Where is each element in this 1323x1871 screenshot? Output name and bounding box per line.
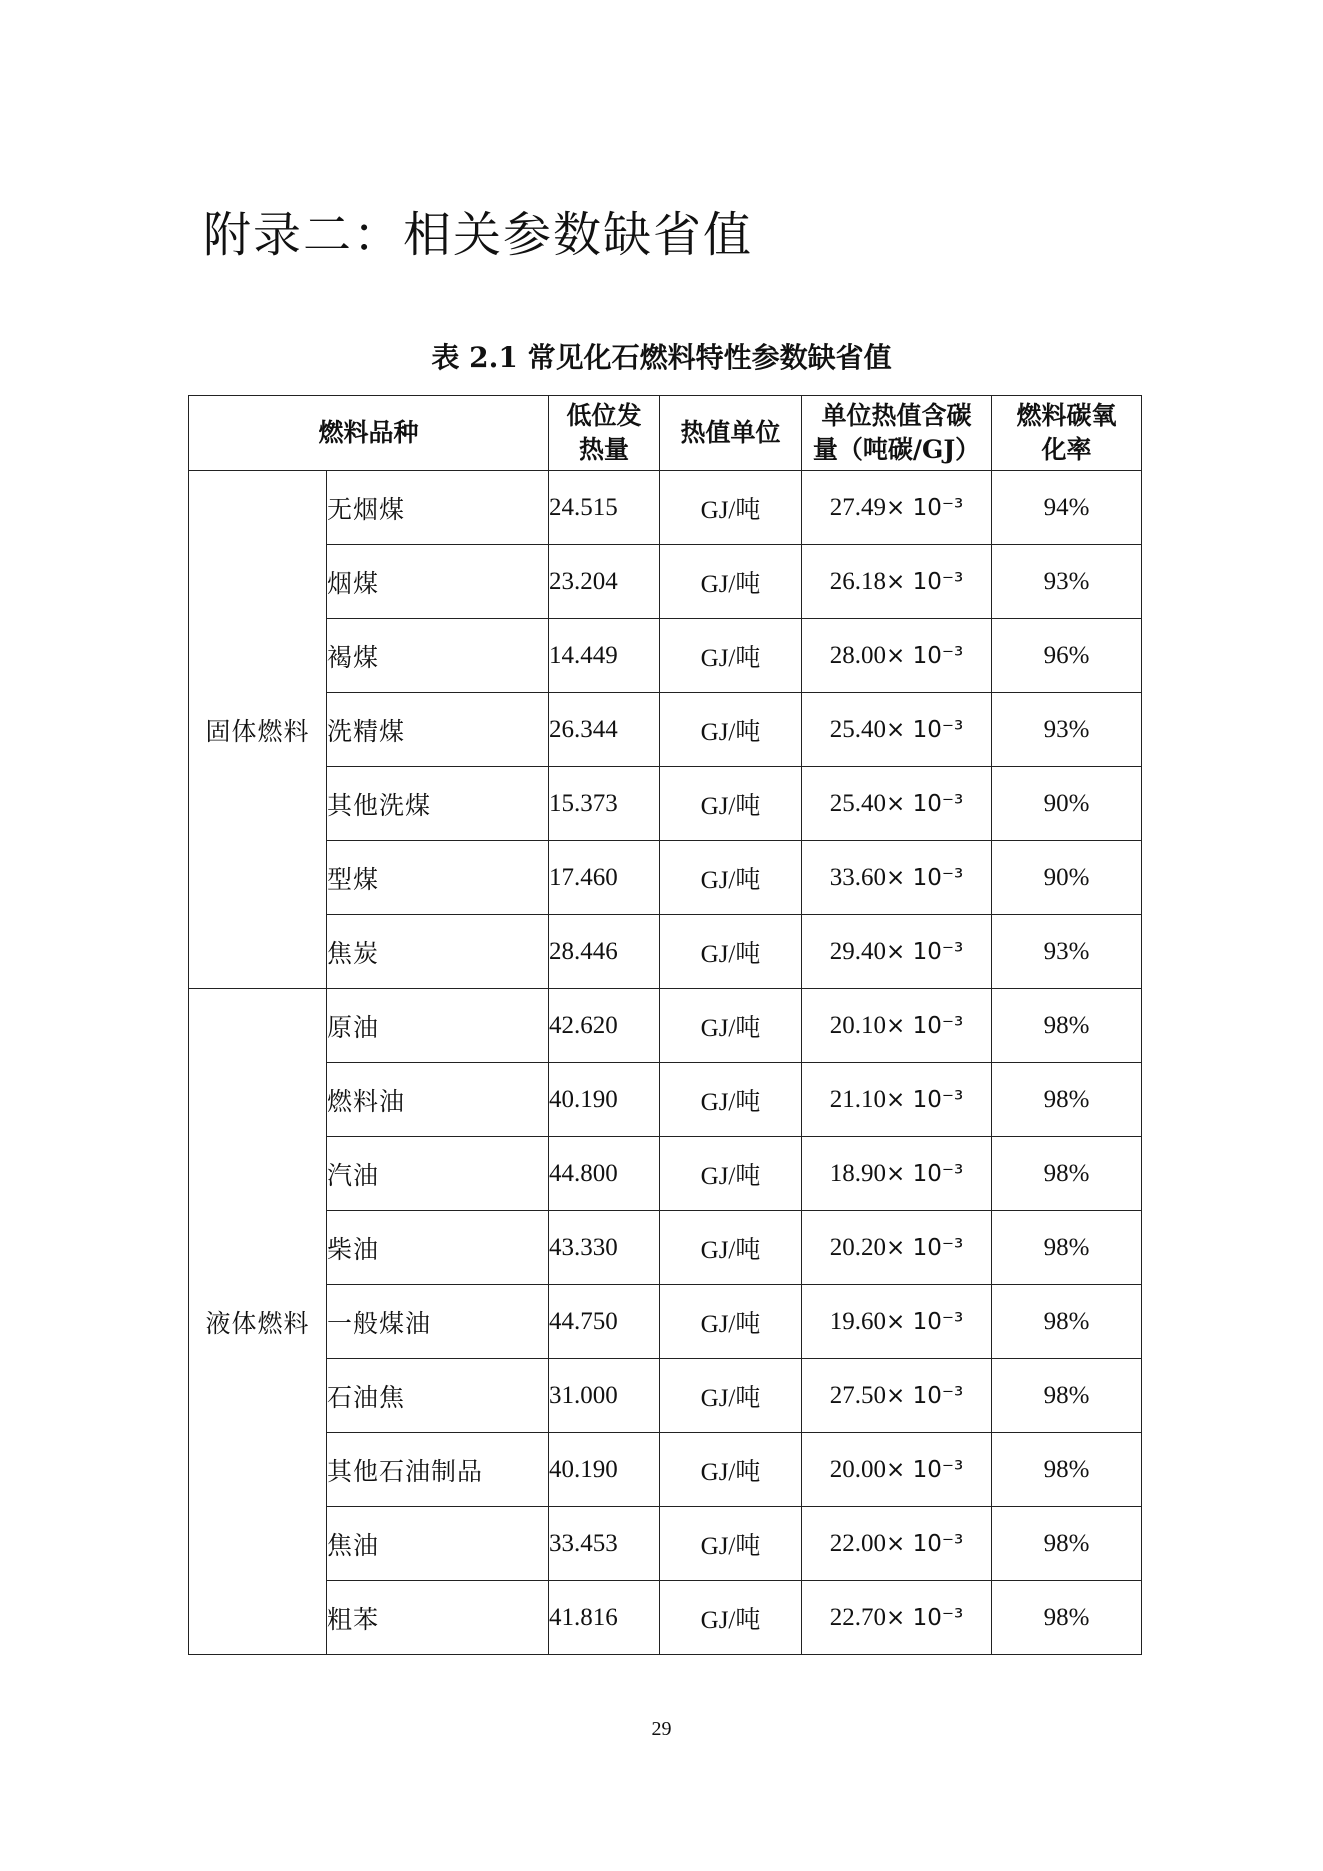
carbon-content-cell bbox=[802, 1211, 992, 1285]
low-heat-value-cell: 40.190 bbox=[549, 1063, 660, 1137]
fuel-name-cell: 其他石油制品 bbox=[327, 1433, 549, 1507]
heat-unit-cell: GJ/吨 bbox=[660, 1211, 802, 1285]
carbon-content-value: 20.10 bbox=[829, 1011, 887, 1039]
table-body bbox=[189, 471, 1142, 1655]
header-heat-unit: 热值单位 bbox=[660, 396, 802, 471]
low-heat-value-cell: 26.344 bbox=[549, 693, 660, 767]
oxidation-rate-cell: 98% bbox=[992, 1359, 1142, 1433]
table-row bbox=[189, 767, 1142, 841]
fuel-category-cell: 液体燃料 bbox=[189, 989, 327, 1655]
carbon-content-exponent: × 10⁻³ bbox=[886, 1382, 964, 1409]
carbon-content-exponent: × 10⁻³ bbox=[886, 1012, 964, 1039]
oxidation-rate-cell: 98% bbox=[992, 1137, 1142, 1211]
table-row bbox=[189, 1507, 1142, 1581]
carbon-content-cell bbox=[802, 545, 992, 619]
low-heat-value-cell: 33.453 bbox=[549, 1507, 660, 1581]
carbon-content-exponent: × 10⁻³ bbox=[886, 1456, 964, 1483]
page-title: 附录二：相关参数缺省值 bbox=[203, 207, 754, 263]
fuel-name-cell: 燃料油 bbox=[327, 1063, 549, 1137]
fuel-category-cell: 固体燃料 bbox=[189, 471, 327, 989]
carbon-content-cell bbox=[802, 471, 992, 545]
oxidation-rate-cell: 93% bbox=[992, 545, 1142, 619]
fuel-name-cell: 柴油 bbox=[327, 1211, 549, 1285]
carbon-content-value: 25.40 bbox=[829, 789, 887, 817]
table-row bbox=[189, 619, 1142, 693]
carbon-content-cell bbox=[802, 693, 992, 767]
fuel-name-cell: 烟煤 bbox=[327, 545, 549, 619]
header-carbon-line2: 量（吨碳/GJ） bbox=[812, 435, 981, 464]
low-heat-value-cell: 24.515 bbox=[549, 471, 660, 545]
heat-unit-cell: GJ/吨 bbox=[660, 1063, 802, 1137]
fuel-name-cell: 焦炭 bbox=[327, 915, 549, 989]
header-carbon-content bbox=[802, 396, 992, 471]
heat-unit-cell: GJ/吨 bbox=[660, 693, 802, 767]
carbon-content-exponent: × 10⁻³ bbox=[886, 790, 964, 817]
carbon-content-cell bbox=[802, 1507, 992, 1581]
oxidation-rate-cell: 98% bbox=[992, 1285, 1142, 1359]
table-row bbox=[189, 693, 1142, 767]
fuel-name-cell: 无烟煤 bbox=[327, 471, 549, 545]
carbon-content-value: 18.90 bbox=[829, 1159, 887, 1187]
carbon-content-exponent: × 10⁻³ bbox=[886, 716, 964, 743]
carbon-content-cell bbox=[802, 767, 992, 841]
heat-unit-cell: GJ/吨 bbox=[660, 471, 802, 545]
header-low-heat-line1: 低位发 bbox=[566, 401, 642, 430]
oxidation-rate-cell: 90% bbox=[992, 841, 1142, 915]
carbon-content-cell bbox=[802, 989, 992, 1063]
carbon-content-cell bbox=[802, 1433, 992, 1507]
table-row bbox=[189, 1137, 1142, 1211]
oxidation-rate-cell: 90% bbox=[992, 767, 1142, 841]
low-heat-value-cell: 44.800 bbox=[549, 1137, 660, 1211]
carbon-content-exponent: × 10⁻³ bbox=[886, 568, 964, 595]
carbon-content-value: 22.00 bbox=[829, 1529, 887, 1557]
carbon-content-exponent: × 10⁻³ bbox=[886, 864, 964, 891]
heat-unit-cell: GJ/吨 bbox=[660, 1137, 802, 1211]
carbon-content-value: 28.00 bbox=[829, 641, 887, 669]
header-row bbox=[189, 396, 1142, 471]
carbon-content-value: 22.70 bbox=[829, 1603, 887, 1631]
low-heat-value-cell: 44.750 bbox=[549, 1285, 660, 1359]
table-row bbox=[189, 989, 1142, 1063]
low-heat-value-cell: 31.000 bbox=[549, 1359, 660, 1433]
carbon-content-exponent: × 10⁻³ bbox=[886, 1234, 964, 1261]
carbon-content-cell bbox=[802, 841, 992, 915]
carbon-content-cell bbox=[802, 915, 992, 989]
fuel-name-cell: 褐煤 bbox=[327, 619, 549, 693]
carbon-content-cell bbox=[802, 1063, 992, 1137]
table-header bbox=[189, 396, 1142, 471]
header-fuel-type: 燃料品种 bbox=[189, 396, 549, 471]
carbon-content-value: 25.40 bbox=[829, 715, 887, 743]
carbon-content-cell bbox=[802, 619, 992, 693]
oxidation-rate-cell: 98% bbox=[992, 1063, 1142, 1137]
carbon-content-value: 27.49 bbox=[829, 493, 887, 521]
low-heat-value-cell: 41.816 bbox=[549, 1581, 660, 1655]
header-oxidation-rate bbox=[992, 396, 1142, 471]
carbon-content-value: 21.10 bbox=[829, 1085, 887, 1113]
heat-unit-cell: GJ/吨 bbox=[660, 619, 802, 693]
heat-unit-cell: GJ/吨 bbox=[660, 1507, 802, 1581]
carbon-content-exponent: × 10⁻³ bbox=[886, 1530, 964, 1557]
heat-unit-cell: GJ/吨 bbox=[660, 545, 802, 619]
heat-unit-cell: GJ/吨 bbox=[660, 1581, 802, 1655]
heat-unit-cell: GJ/吨 bbox=[660, 1359, 802, 1433]
table-caption: 表 2.1 常见化石燃料特性参数缺省值 bbox=[431, 341, 892, 374]
table-row bbox=[189, 841, 1142, 915]
table-row bbox=[189, 1063, 1142, 1137]
heat-unit-cell: GJ/吨 bbox=[660, 767, 802, 841]
fuel-name-cell: 型煤 bbox=[327, 841, 549, 915]
carbon-content-exponent: × 10⁻³ bbox=[886, 494, 964, 521]
oxidation-rate-cell: 98% bbox=[992, 1211, 1142, 1285]
carbon-content-cell bbox=[802, 1137, 992, 1211]
carbon-content-value: 26.18 bbox=[829, 567, 887, 595]
carbon-content-value: 20.00 bbox=[829, 1455, 887, 1483]
carbon-content-value: 20.20 bbox=[829, 1233, 887, 1261]
header-oxidation-line1: 燃料碳氧 bbox=[1016, 401, 1117, 430]
heat-unit-cell: GJ/吨 bbox=[660, 841, 802, 915]
header-carbon-line1: 单位热值含碳 bbox=[821, 401, 972, 430]
low-heat-value-cell: 28.446 bbox=[549, 915, 660, 989]
heat-unit-cell: GJ/吨 bbox=[660, 1433, 802, 1507]
carbon-content-exponent: × 10⁻³ bbox=[886, 1604, 964, 1631]
heat-unit-cell: GJ/吨 bbox=[660, 915, 802, 989]
carbon-content-exponent: × 10⁻³ bbox=[886, 642, 964, 669]
table-row bbox=[189, 471, 1142, 545]
low-heat-value-cell: 23.204 bbox=[549, 545, 660, 619]
table-row bbox=[189, 1581, 1142, 1655]
low-heat-value-cell: 15.373 bbox=[549, 767, 660, 841]
fuel-name-cell: 洗精煤 bbox=[327, 693, 549, 767]
carbon-content-value: 27.50 bbox=[829, 1381, 887, 1409]
heat-unit-cell: GJ/吨 bbox=[660, 1285, 802, 1359]
table-row bbox=[189, 1285, 1142, 1359]
carbon-content-exponent: × 10⁻³ bbox=[886, 1308, 964, 1335]
oxidation-rate-cell: 96% bbox=[992, 619, 1142, 693]
header-oxidation-line2: 化率 bbox=[1041, 435, 1092, 464]
carbon-content-cell bbox=[802, 1581, 992, 1655]
carbon-content-exponent: × 10⁻³ bbox=[886, 938, 964, 965]
carbon-content-value: 19.60 bbox=[829, 1307, 887, 1335]
fuel-name-cell: 焦油 bbox=[327, 1507, 549, 1581]
oxidation-rate-cell: 98% bbox=[992, 1507, 1142, 1581]
page-number: 29 bbox=[651, 1718, 672, 1740]
oxidation-rate-cell: 93% bbox=[992, 915, 1142, 989]
carbon-content-cell bbox=[802, 1359, 992, 1433]
fuel-parameters-table bbox=[188, 395, 1142, 1655]
fuel-name-cell: 石油焦 bbox=[327, 1359, 549, 1433]
fuel-name-cell: 汽油 bbox=[327, 1137, 549, 1211]
header-low-heat-line2: 热量 bbox=[579, 435, 630, 464]
low-heat-value-cell: 42.620 bbox=[549, 989, 660, 1063]
low-heat-value-cell: 17.460 bbox=[549, 841, 660, 915]
carbon-content-cell bbox=[802, 1285, 992, 1359]
table-row bbox=[189, 1433, 1142, 1507]
table-row bbox=[189, 915, 1142, 989]
table-row bbox=[189, 1359, 1142, 1433]
oxidation-rate-cell: 98% bbox=[992, 989, 1142, 1063]
carbon-content-exponent: × 10⁻³ bbox=[886, 1160, 964, 1187]
carbon-content-value: 29.40 bbox=[829, 937, 887, 965]
table-row bbox=[189, 545, 1142, 619]
table-row bbox=[189, 1211, 1142, 1285]
carbon-content-exponent: × 10⁻³ bbox=[886, 1086, 964, 1113]
oxidation-rate-cell: 93% bbox=[992, 693, 1142, 767]
fuel-name-cell: 一般煤油 bbox=[327, 1285, 549, 1359]
low-heat-value-cell: 43.330 bbox=[549, 1211, 660, 1285]
fuel-name-cell: 原油 bbox=[327, 989, 549, 1063]
low-heat-value-cell: 14.449 bbox=[549, 619, 660, 693]
fuel-name-cell: 粗苯 bbox=[327, 1581, 549, 1655]
fuel-name-cell: 其他洗煤 bbox=[327, 767, 549, 841]
oxidation-rate-cell: 98% bbox=[992, 1433, 1142, 1507]
low-heat-value-cell: 40.190 bbox=[549, 1433, 660, 1507]
oxidation-rate-cell: 94% bbox=[992, 471, 1142, 545]
header-low-heat-value bbox=[549, 396, 660, 471]
carbon-content-value: 33.60 bbox=[829, 863, 887, 891]
oxidation-rate-cell: 98% bbox=[992, 1581, 1142, 1655]
heat-unit-cell: GJ/吨 bbox=[660, 989, 802, 1063]
